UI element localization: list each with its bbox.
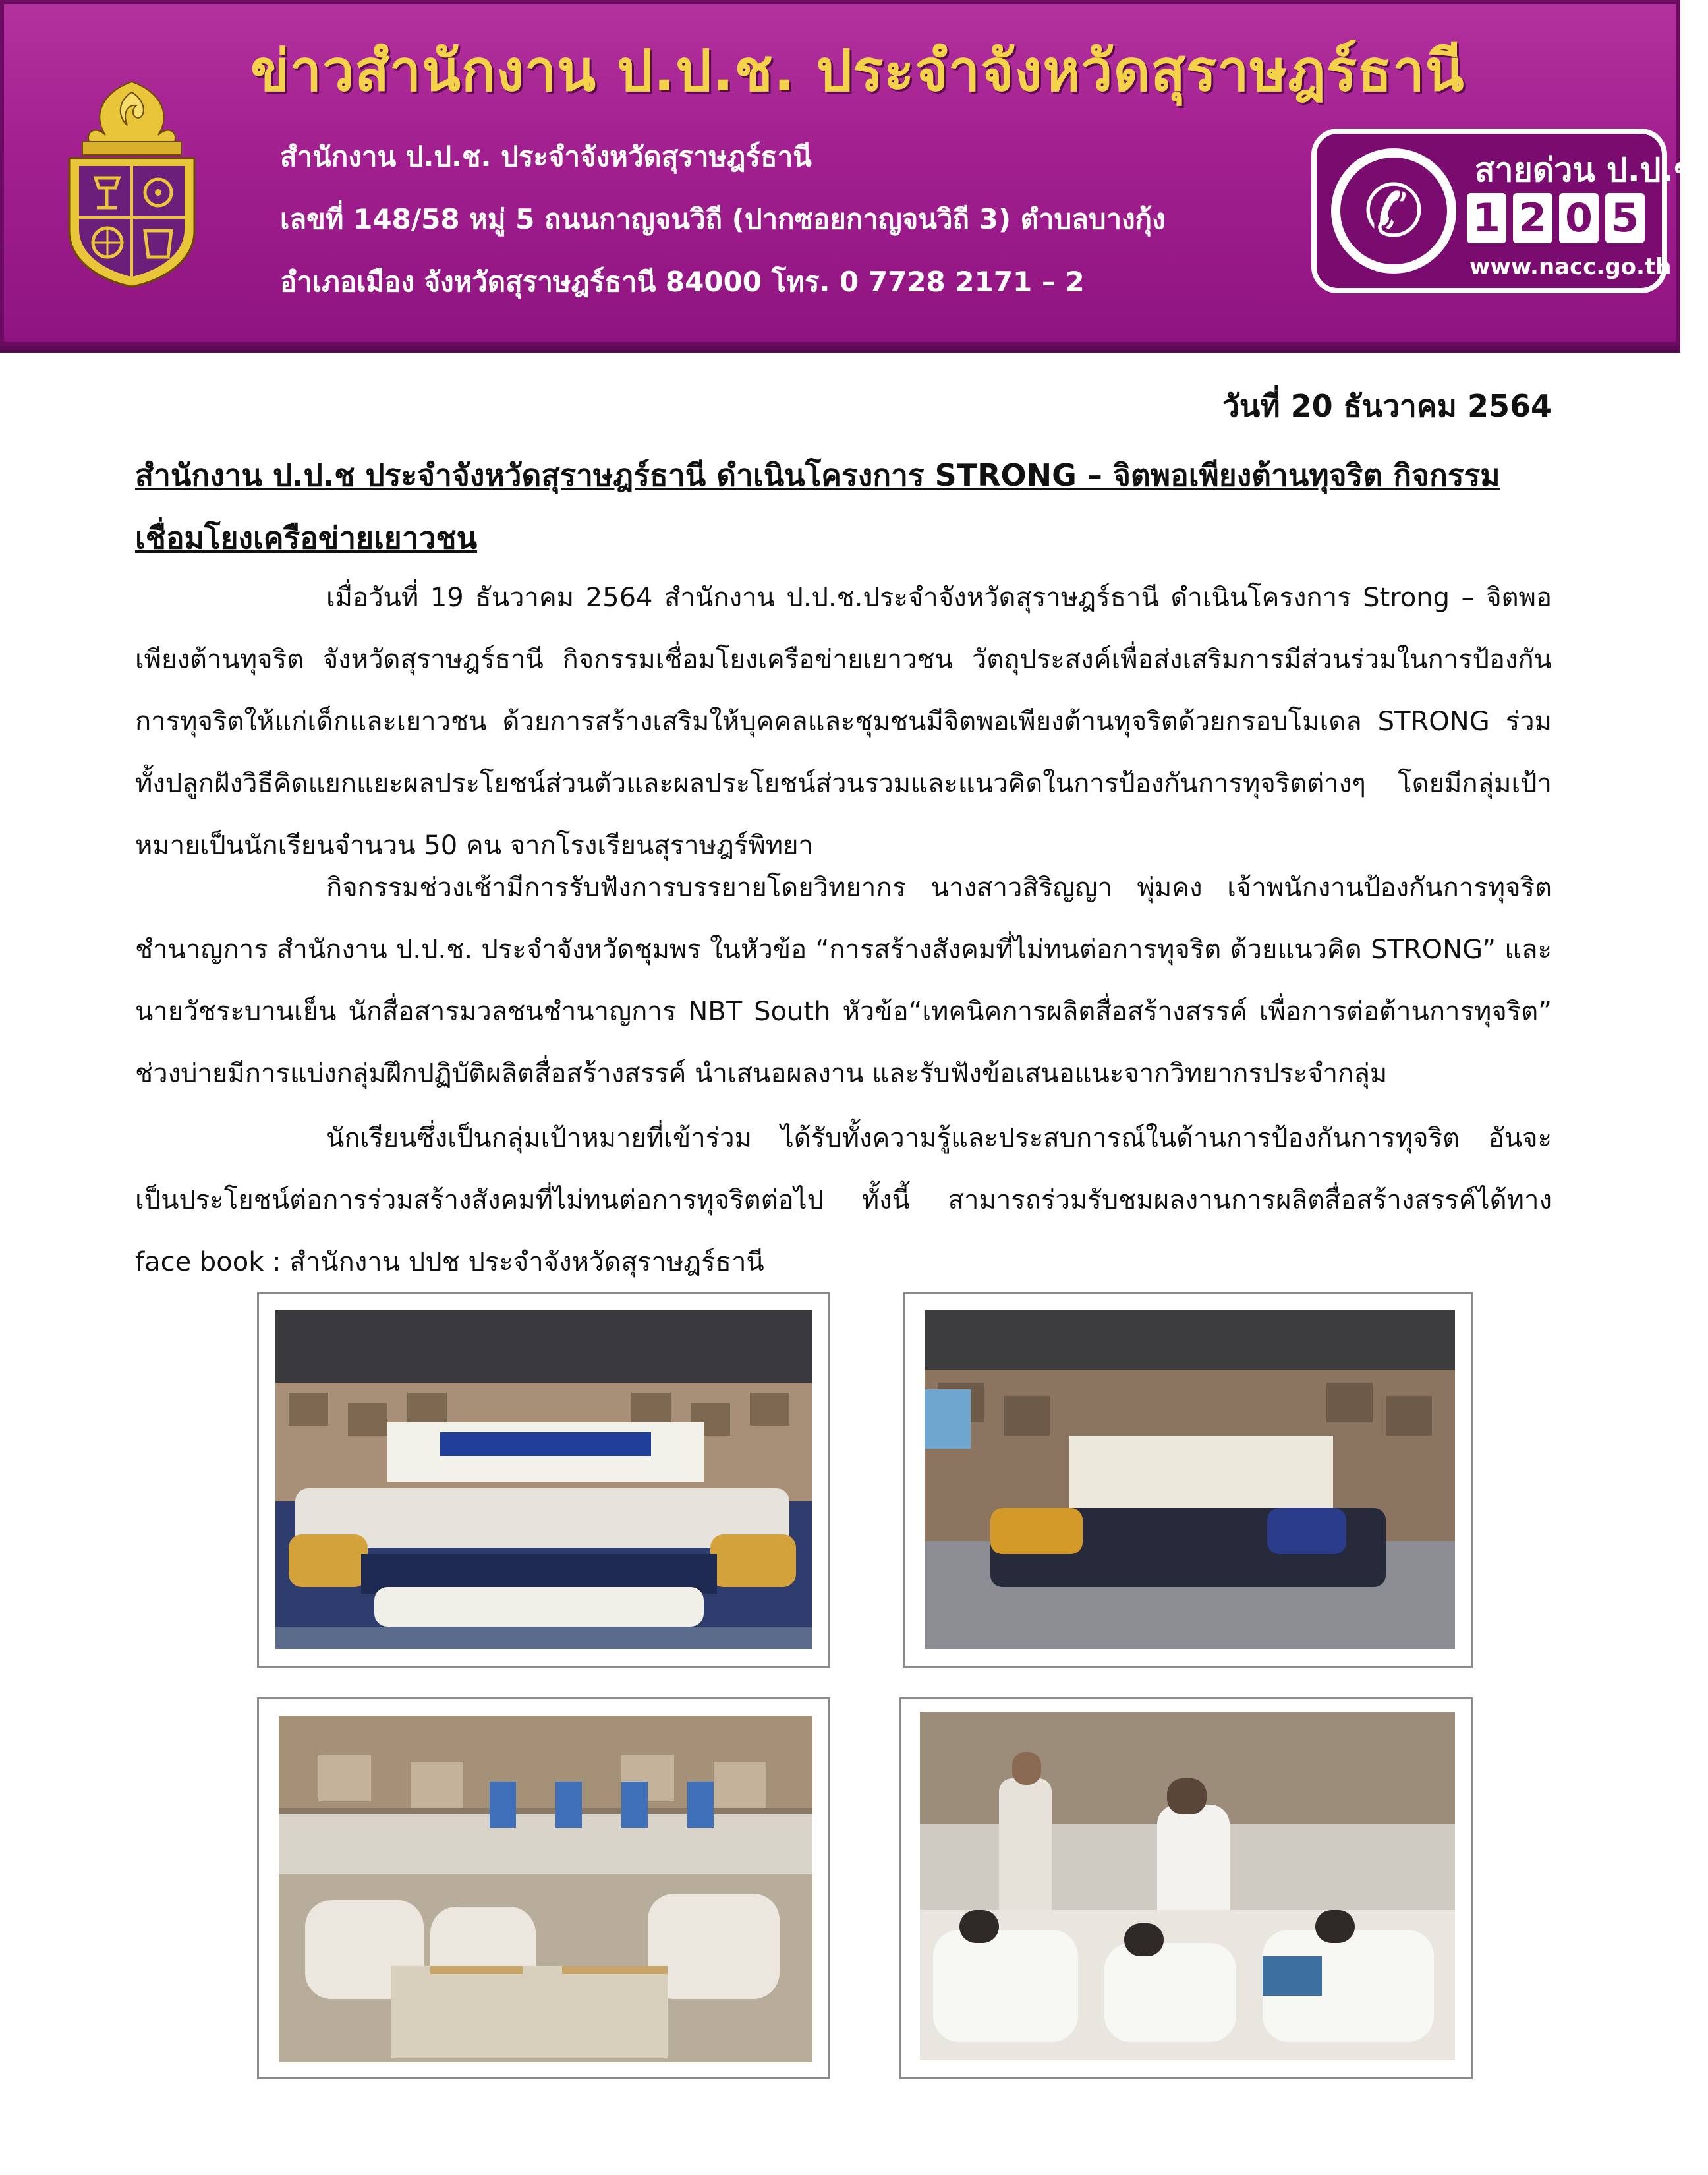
- article-paragraph-3: นักเรียนซึ่งเป็นกลุ่มเป้าหมายที่เข้าร่วม ได้รับทั้งความรู้และประสบการณ์ในด้านการป้องกันการทุจริต อันจะเป็นประโยชน์ต่อการร่วมสร้างสังคมที่ไม่ทนต่อการทุจริตต่อไป ทั้งนี้ สามารถร่วมรับชมผลงานการผลิตสื่อสร้างสรรค์ได้ทาง face book : สำนักงาน ปปช ประจำจังหวัดสุราษฎร์ธานี: [135, 1123, 1552, 1277]
- photo-staff-group: [925, 1310, 1455, 1649]
- photo-lecture-room: [279, 1716, 812, 2062]
- article-paragraph-2: กิจกรรมช่วงเช้ามีการรับฟังการบรรยายโดยวิทยากร นางสาวสิริญญา พุ่มคง เจ้าพนักงานป้องกันการทุจริตชำนาญการ สำนักงาน ป.ป.ช. ประจำจังหวัดชุมพร ในหัวข้อ “การสร้างสังคมที่ไม่ทนต่อการทุจริต ด้วยแนวคิด STRONG” และนายวัชระบานเย็น นักสื่อสารมวลชนชำนาญการ NBT South หัวข้อ“เทคนิคการผลิตสื่อสร้างสรรค์ เพื่อการต่อต้านการทุจริต” ช่วงบ่ายมีการแบ่งกลุ่มฝึกปฏิบัติผลิตสื่อสร้างสรรค์ นำเสนอผลงาน และรับฟังข้อเสนอแนะจากวิทยากรประจำกลุ่ม: [135, 873, 1552, 1089]
- article-paragraph-1: เมื่อวันที่ 19 ธันวาคม 2564 สำนักงาน ป.ป.ช.ประจำจังหวัดสุราษฎร์ธานี ดำเนินโครงการ Strong – จิตพอเพียงต้านทุจริต จังหวัดสุราษฎร์ธานี กิจกรรมเชื่อมโยงเครือข่ายเยาวชน วัตถุประสงค์เพื่อส่งเสริมการมีส่วนร่วมในการป้องกันการทุจริตให้แก่เด็กและเยาวชน ด้วยการสร้างเสริมให้บุคคลและชุมชนมีจิตพอเพียงต้านทุจริตด้วยกรอบโมเดล STRONG ร่วมทั้งปลูกฝังวิธีคิดแยกแยะผลประโยชน์ส่วนตัวและผลประโยชน์ส่วนรวมและแนวคิดในการป้องกันการทุจริตต่างๆ โดยมีกลุ่มเป้าหมายเป็นนักเรียนจำนวน 50 คน จากโรงเรียนสุราษฎร์พิทยา: [135, 583, 1552, 861]
- phone-icon: ✆: [1331, 148, 1456, 274]
- photo-frame-group-photo: [257, 1292, 830, 1668]
- hotline-number: [1467, 193, 1645, 243]
- photo-frame-lecture-room: [257, 1697, 830, 2079]
- photo-frame-workshop: [899, 1697, 1473, 2079]
- header-banner: [0, 0, 1708, 353]
- nacc-seal-logo: [56, 79, 208, 290]
- photo-group-students: [275, 1310, 812, 1649]
- address-line-1: สำนักงาน ป.ป.ช. ประจำจังหวัดสุราษฎร์ธานี: [280, 140, 812, 173]
- hotline-label: สายด่วน ป.ป.ช.: [1475, 151, 1708, 189]
- hotline-digit: 2: [1513, 193, 1552, 243]
- address-line-3: อำเภอเมือง จังหวัดสุราษฎร์ธานี 84000 โทร. 0 7728 2171 – 2: [280, 266, 1085, 298]
- photo-group-workshop: [920, 1712, 1455, 2060]
- article-date: วันที่ 20 ธันวาคม 2564: [1222, 388, 1552, 424]
- hotline-badge: [1311, 129, 1708, 293]
- banner-title: ข่าวสำนักงาน ป.ป.ช. ประจำจังหวัดสุราษฎร์ธานี: [250, 38, 1465, 104]
- hotline-digit: 5: [1605, 193, 1645, 243]
- photo-frame-staff-photo: [903, 1292, 1473, 1668]
- article-headline-line-2: เชื่อมโยงเครือข่ายเยาวชน: [135, 520, 478, 556]
- address-line-2: เลขที่ 148/58 หมู่ 5 ถนนกาญจนวิถี (ปากซอยกาญจนวิถี 3) ตำบลบางกุ้ง: [280, 203, 1166, 235]
- hotline-digit: 1: [1467, 193, 1506, 243]
- hotline-url: www.nacc.go.th: [1469, 254, 1672, 280]
- article-headline-line-1: สำนักงาน ป.ป.ช ประจำจังหวัดสุราษฎร์ธานี ดำเนินโครงการ STRONG – จิตพอเพียงต้านทุจริต กิจกรรม: [135, 457, 1500, 493]
- hotline-digit: 0: [1559, 193, 1599, 243]
